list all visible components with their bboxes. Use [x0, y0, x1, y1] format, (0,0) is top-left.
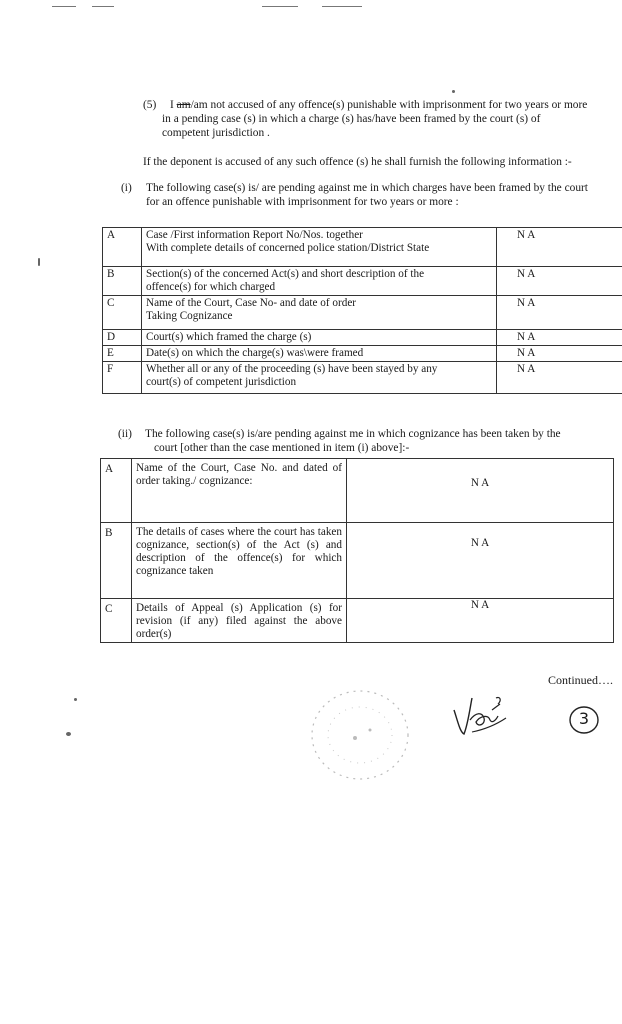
row-value: N A [497, 346, 622, 362]
row-value: N A [347, 599, 614, 643]
charges-table [102, 227, 622, 394]
row-label: F [103, 362, 142, 394]
page-number [568, 704, 600, 736]
row-label: B [103, 267, 142, 296]
scan-mark [322, 6, 362, 7]
section-ii-marker: (ii) [118, 428, 132, 440]
row-value: N A [497, 296, 622, 330]
row-description: Case /First information Report No/Nos. together With complete details of concerned police station/District State [142, 228, 497, 267]
scan-mark [92, 6, 114, 7]
row-description: Details of Appeal (s) Application (s) for revision (if any) filed against the above order(s) [132, 599, 347, 643]
intro-text: If the deponent is accused of any such offence (s) he shall furnish the following information :- [143, 156, 572, 168]
table-row [101, 523, 614, 599]
item5-line2: in a pending case (s) in which a charge (s) has/have been framed by the court (s) of [162, 113, 541, 125]
row-value: N A [497, 330, 622, 346]
row-label: E [103, 346, 142, 362]
row-label: A [101, 459, 132, 523]
table-row [101, 599, 614, 643]
item5-line1: I am/am not accused of any offence(s) punishable with imprisonment for two years or more [170, 99, 588, 111]
row-label: A [103, 228, 142, 267]
table-row [103, 228, 622, 267]
scan-mark [262, 6, 298, 7]
struck-word: am [176, 99, 191, 111]
section-ii-line1: The following case(s) is/are pending against me in which cognizance has been taken by the [145, 428, 561, 440]
table-row [103, 267, 622, 296]
scan-speck [452, 90, 455, 93]
row-description: The details of cases where the court has taken cognizance, section(s) of the Act (s) and description of the offence(s) for which cognizance taken [132, 523, 347, 599]
row-description: Date(s) on which the charge(s) was\were framed [142, 346, 497, 362]
faded-stamp [300, 680, 420, 790]
item5-number: (5) [143, 99, 157, 111]
row-description: Whether all or any of the proceeding (s) have been stayed by any court(s) of competent jurisdiction [142, 362, 497, 394]
row-value: N A [497, 228, 622, 267]
row-description: Court(s) which framed the charge (s) [142, 330, 497, 346]
scan-speck [74, 698, 77, 701]
scan-speck [38, 258, 40, 266]
section-i-line2: for an offence punishable with imprisonment for two years or more : [146, 196, 459, 208]
item5-line1-text: /am not accused of any offence(s) punishable with imprisonment for two years or more [190, 99, 588, 111]
section-ii-line2: court [other than the case mentioned in item (i) above]:- [154, 442, 410, 454]
item5-line3: competent jurisdiction . [162, 127, 270, 139]
row-label: D [103, 330, 142, 346]
cognizance-table [100, 458, 614, 643]
row-label: B [101, 523, 132, 599]
scan-speck [66, 732, 71, 736]
section-i-marker: (i) [121, 182, 132, 194]
page-number-text: 3 [578, 709, 590, 728]
row-label: C [103, 296, 142, 330]
row-description: Name of the Court, Case No- and date of order Taking Cognizance [142, 296, 497, 330]
signature [448, 688, 510, 740]
row-value: N A [347, 523, 614, 599]
scan-mark [52, 6, 76, 7]
row-description: Name of the Court, Case No. and dated of order taking./ cognizance: [132, 459, 347, 523]
table-row [103, 296, 622, 330]
table-row [103, 362, 622, 394]
row-value: N A [347, 459, 614, 523]
section-i-line1: The following case(s) is/ are pending against me in which charges have been framed by the court [146, 182, 588, 194]
row-description: Section(s) of the concerned Act(s) and short description of the offence(s) for which charged [142, 267, 497, 296]
row-value: N A [497, 267, 622, 296]
table-row [103, 330, 622, 346]
row-label: C [101, 599, 132, 643]
continued-text: Continued…. [548, 673, 613, 687]
table-row [101, 459, 614, 523]
row-value: N A [497, 362, 622, 394]
table-row [103, 346, 622, 362]
